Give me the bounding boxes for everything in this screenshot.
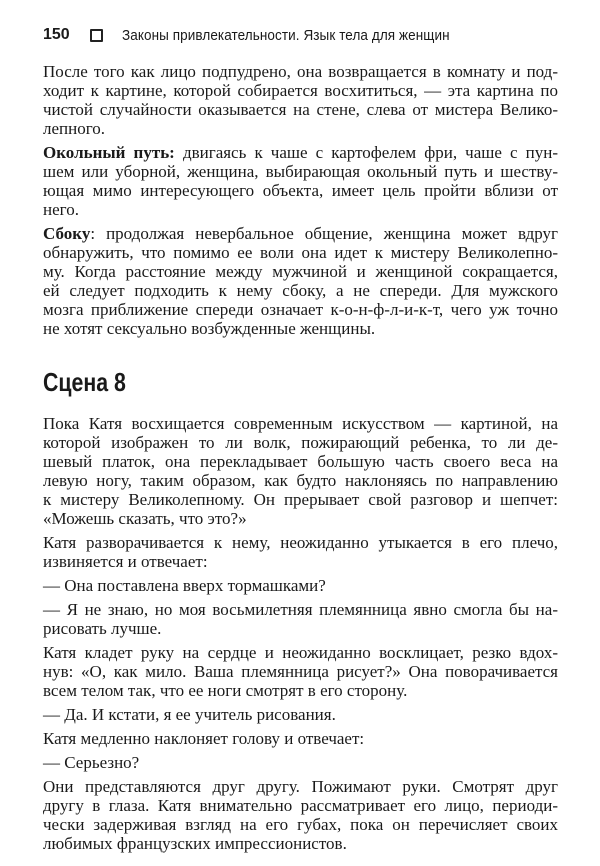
text-line: мозга приближение спереди означает к-о-н-ф-л-и-к-т, чего уж точно [43, 300, 558, 319]
text-line: шем или уборной, женщина, выбирающая окольный путь и шеству- [43, 162, 558, 181]
section-heading: Сцена 8 [43, 367, 126, 397]
text-line: ющая мимо интересующего объекта, имеет цель пройти вблизи от [43, 181, 558, 200]
scene-paragraphs [43, 414, 558, 853]
running-title: Законы привлекательности. Язык тела для женщин [122, 26, 450, 44]
paragraph [43, 533, 558, 571]
text-line: нув: «О, как мило. Ваша племянница рисует?» Она поворачивается [43, 662, 558, 681]
text-line: Катя медленно наклоняет голову и отвечает: [43, 729, 365, 748]
text-line [43, 224, 558, 243]
text-line: му. Когда расстояние между мужчиной и женщиной сокращается, [43, 262, 558, 281]
page-body [43, 62, 558, 858]
text-line: Пока Катя восхищается современным искусством — картиной, на [43, 414, 558, 433]
text-line: лепного. [43, 119, 106, 138]
text-line: Катя разворачивается к нему, неожиданно утыкается в его плечо, [43, 533, 558, 552]
text-line: — Она поставлена вверх тормашками? [43, 576, 326, 595]
text-line: ходит к картине, которой собирается восхититься, — эта картина по [43, 81, 558, 100]
text-line: любимых французских импрессионистов. [43, 834, 347, 853]
text-line: чистой случайности оказывается на стене, слева от мистера Велико- [43, 100, 558, 119]
text-line: левую ногу, таким образом, как будто наклоняясь по направлению [43, 471, 558, 490]
text-line: другу в глаза. Катя внимательно рассматривает его лицо, периоди- [43, 796, 558, 815]
text-line: После того как лицо подпудрено, она возвращается в комнату и под- [43, 62, 558, 81]
text-line: извиняется и отвечает: [43, 552, 208, 571]
term-bold: Окольный путь: [43, 143, 175, 162]
paragraph-side [43, 224, 558, 338]
text-line: к мистеру Великолепному. Он прерывает свой разговор и шепчет: [43, 490, 558, 509]
paragraph [43, 414, 558, 528]
text-line: — Серьезно? [43, 753, 140, 772]
square-bullet-icon [90, 29, 103, 42]
page-number: 150 [43, 26, 70, 43]
text-line: всем телом так, что ее ноги смотрят в его сторону. [43, 681, 408, 700]
paragraph [43, 753, 558, 772]
text-line: обнаружить, что помимо ее воли она идет к мистеру Великолепно- [43, 243, 558, 262]
running-header [43, 24, 486, 46]
paragraph [43, 729, 558, 748]
text-line: — Я не знаю, но моя восьмилетняя племянница явно смогла бы на- [43, 600, 558, 619]
paragraph [43, 705, 558, 724]
text-line: — Да. И кстати, я ее учитель рисования. [43, 705, 336, 724]
text-line: Они представляются друг другу. Пожимают руки. Смотрят друг [43, 777, 558, 796]
text-line: шевый платок, она перекладывает большую часть своего веса на [43, 452, 558, 471]
text-run: : продолжая невербальное общение, женщина может вдруг [90, 224, 558, 243]
text-line [43, 143, 558, 162]
term-bold: Сбоку [43, 224, 91, 243]
text-line: рисовать лучше. [43, 619, 162, 638]
text-run: двигаясь к чаше с картофелем фри, чаше с пун- [174, 143, 558, 162]
paragraph [43, 777, 558, 853]
text-line: которой изображен то ли волк, пожирающий ребенка, то ли де- [43, 433, 558, 452]
paragraph [43, 600, 558, 638]
paragraph [43, 643, 558, 700]
paragraph [43, 62, 558, 138]
paragraph [43, 576, 558, 595]
text-line: «Можешь сказать, что это?» [43, 509, 247, 528]
text-line: Катя кладет руку на сердце и неожиданно восклицает, резко вдох- [43, 643, 558, 662]
text-line: не хотят сексуально возбужденные женщины. [43, 319, 376, 338]
text-line: чески задерживая взгляд на его губах, пока он перечисляет своих [43, 815, 558, 834]
paragraph-roundabout [43, 143, 558, 219]
text-line: ей следует подходить к нему сбоку, а не спереди. Для мужского [43, 281, 558, 300]
text-line: него. [43, 200, 79, 219]
